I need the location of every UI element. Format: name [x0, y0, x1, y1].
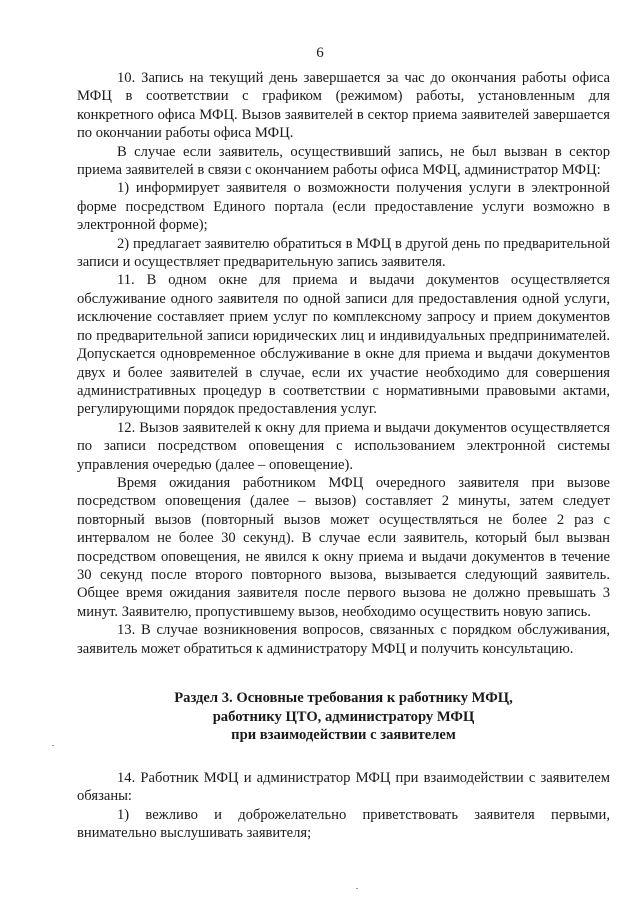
paragraph-11: 11. В одном окне для приема и выдачи документов осуществляется обслуживание одного заявителя по одной записи для предоставления одной услуги, исключение составляет прием услуг по комплексному запросу и прием документов по предварительной записи юридических лиц и индивидуальных предпринимателей. Допускается одновременное обслуживание в окне для приема и выдачи документов двух и более заявителей в случае, если их участие необходимо для совершения административных процедур в соответствии с нормативными правовыми актами, регулирующими порядок предоставления услуг.	[77, 272, 610, 418]
section-heading-line-3: при взаимодействии с заявителем	[231, 727, 456, 744]
scan-speck	[52, 745, 54, 746]
paragraph-waiting-time: Время ожидания работником МФЦ очередного заявителя при вызове посредством оповещения (далее – вызов) составляет 2 минуты, затем следует повторный вызов (повторный вызов может осуществляться не более 2 раз с интервалом не более 30 секунд). В случае если заявитель, который был вызван посредством оповещения, не явился к окну приема и выдачи документов в течение 30 секунд после второго повторного вызова, вызывается следующий заявитель. Общее время ожидания заявителя после первого вызова не должно превышать 3 минут. Заявителю, пропустившему вызов, необходимо осуществить новую запись.	[77, 474, 610, 620]
section-heading	[77, 689, 610, 745]
paragraph-not-called: В случае если заявитель, осуществивший запись, не был вызван в сектор приема заявителей в связи с окончанием работы офиса МФЦ, администратор МФЦ:	[77, 143, 610, 179]
list-item-2-suggest: 2) предлагает заявителю обратиться в МФЦ в другой день по предварительной записи и осуществляет предварительную запись заявителя.	[77, 235, 610, 271]
list-item-1-greet: 1) вежливо и доброжелательно приветствовать заявителя первыми, внимательно выслушивать заявителя;	[77, 806, 610, 842]
paragraph-12: 12. Вызов заявителей к окну для приема и выдачи документов осуществляется по записи посредством оповещения с использованием электронной системы управления очередью (далее – оповещение).	[77, 419, 610, 473]
body-text	[77, 69, 610, 658]
paragraph-14: 14. Работник МФЦ и администратор МФЦ при взаимодействии с заявителем обязаны:	[77, 770, 610, 805]
paragraph-13: 13. В случае возникновения вопросов, связанных с порядком обслуживания, заявитель может обратиться к администратору МФЦ и получить консультацию.	[77, 622, 610, 657]
page-number: 6	[316, 45, 324, 61]
section-3-text	[77, 769, 610, 843]
paragraph-10: 10. Запись на текущий день завершается за час до окончания работы офиса МФЦ в соответствии с графиком (режимом) работы, установленным для конкретного офиса МФЦ. Вызов заявителей в сектор приема заявителей завершается по окончании работы офиса МФЦ.	[77, 70, 610, 142]
scan-speck	[356, 888, 358, 889]
section-heading-line-1: Раздел 3. Основные требования к работнику МФЦ,	[174, 690, 513, 706]
section-heading-line-2: работнику ЦТО, администратору МФЦ	[212, 708, 475, 725]
list-item-1-inform: 1) информирует заявителя о возможности получения услуги в электронной форме посредством Единого портала (если предоставление услуги возможно в электронной форме);	[77, 180, 610, 234]
